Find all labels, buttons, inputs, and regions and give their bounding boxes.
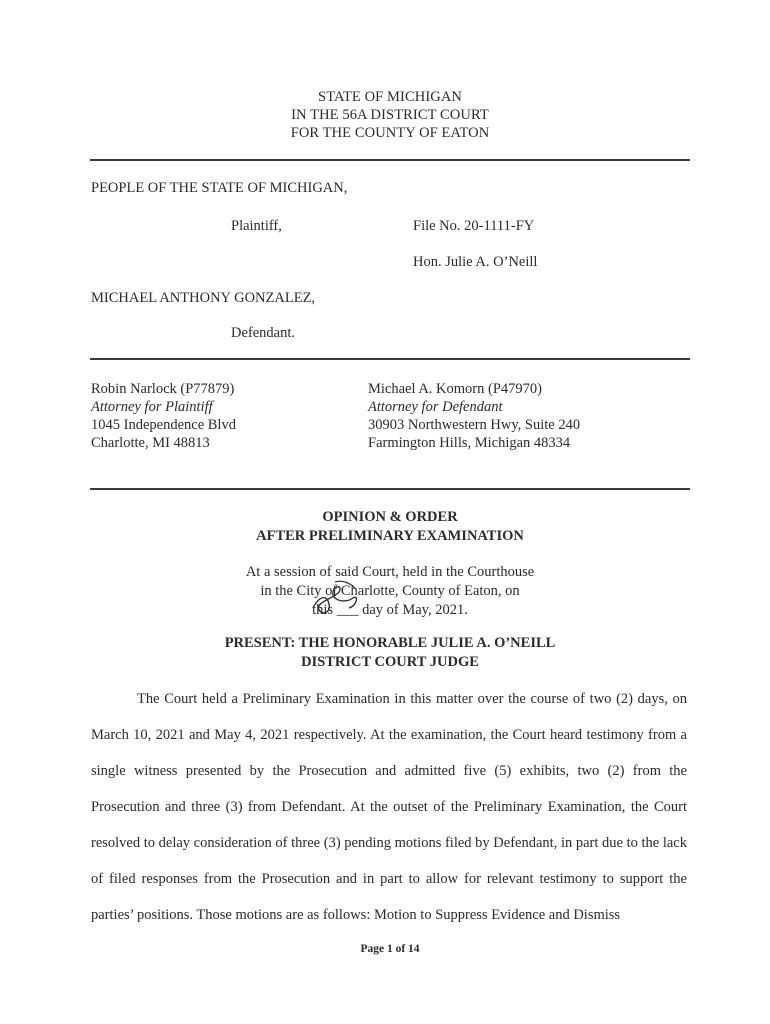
divider-top: [90, 159, 690, 161]
session-line-2: in the City of Charlotte, County of Eaton, on: [260, 583, 520, 599]
plaintiff-attorney-address2: Charlotte, MI 48813: [91, 435, 210, 451]
title-line-2: AFTER PRELIMINARY EXAMINATION: [256, 528, 524, 544]
plaintiff-role: Plaintiff,: [231, 218, 282, 234]
document-title: [0, 508, 770, 546]
handwritten-date-mark: [305, 578, 367, 620]
court-header: [0, 88, 770, 142]
plaintiff-attorney-role: Attorney for Plaintiff: [91, 399, 213, 415]
divider-bottom: [90, 488, 690, 490]
header-court: IN THE 56A DISTRICT COURT: [291, 107, 489, 123]
session-statement: [0, 563, 770, 620]
defendant-attorney-address2: Farmington Hills, Michigan 48334: [368, 435, 571, 451]
session-line-3: this ___ day of May, 2021.: [312, 602, 468, 618]
plaintiff-attorney-address1: 1045 Independence Blvd: [91, 417, 236, 433]
header-state: STATE OF MICHIGAN: [318, 89, 462, 105]
defendant-name: MICHAEL ANTHONY GONZALEZ,: [91, 290, 316, 306]
title-line-1: OPINION & ORDER: [322, 509, 458, 525]
opinion-body: [91, 681, 687, 933]
header-county: FOR THE COUNTY OF EATON: [290, 125, 490, 141]
session-line-1: At a session of said Court, held in the Courthouse: [245, 564, 535, 580]
plaintiff-name: PEOPLE OF THE STATE OF MICHIGAN,: [91, 180, 348, 196]
judge-name: Hon. Julie A. O’Neill: [413, 254, 538, 270]
body-paragraph: The Court held a Preliminary Examination in this matter over the course of two (2) days, on March 10, 2021 and May 4, 2021 respectively. At the examination, the Court heard testimony from a single witness presented by the Prosecution and admitted five (5) exhibits, two (2) from the Prosecution and three (3) from Defendant. At the outset of the Preliminary Examination, the Court resolved to delay consideration of three (3) pending motions filed by Defendant, in part due to the lack of filed responses from the Prosecution and in part to allow for relevant testimony to support the parties’ positions. Those motions are as follows: Motion to Suppress Evidence and Dismiss: [91, 691, 687, 923]
divider-middle: [90, 358, 690, 360]
present-line-1: PRESENT: THE HONORABLE JULIE A. O’NEILL: [224, 635, 556, 651]
file-number: File No. 20-1111-FY: [413, 218, 535, 234]
page-number: Page 1 of 14: [360, 943, 420, 955]
plaintiff-attorney-name: Robin Narlock (P77879): [91, 381, 235, 397]
present-line-2: DISTRICT COURT JUDGE: [301, 654, 479, 670]
present-statement: [0, 634, 770, 672]
defendant-attorney-address1: 30903 Northwestern Hwy, Suite 240: [368, 417, 581, 433]
defendant-attorney-role: Attorney for Defendant: [368, 399, 503, 415]
defendant-attorney-name: Michael A. Komorn (P47970): [368, 381, 542, 397]
defendant-role: Defendant.: [231, 325, 296, 341]
